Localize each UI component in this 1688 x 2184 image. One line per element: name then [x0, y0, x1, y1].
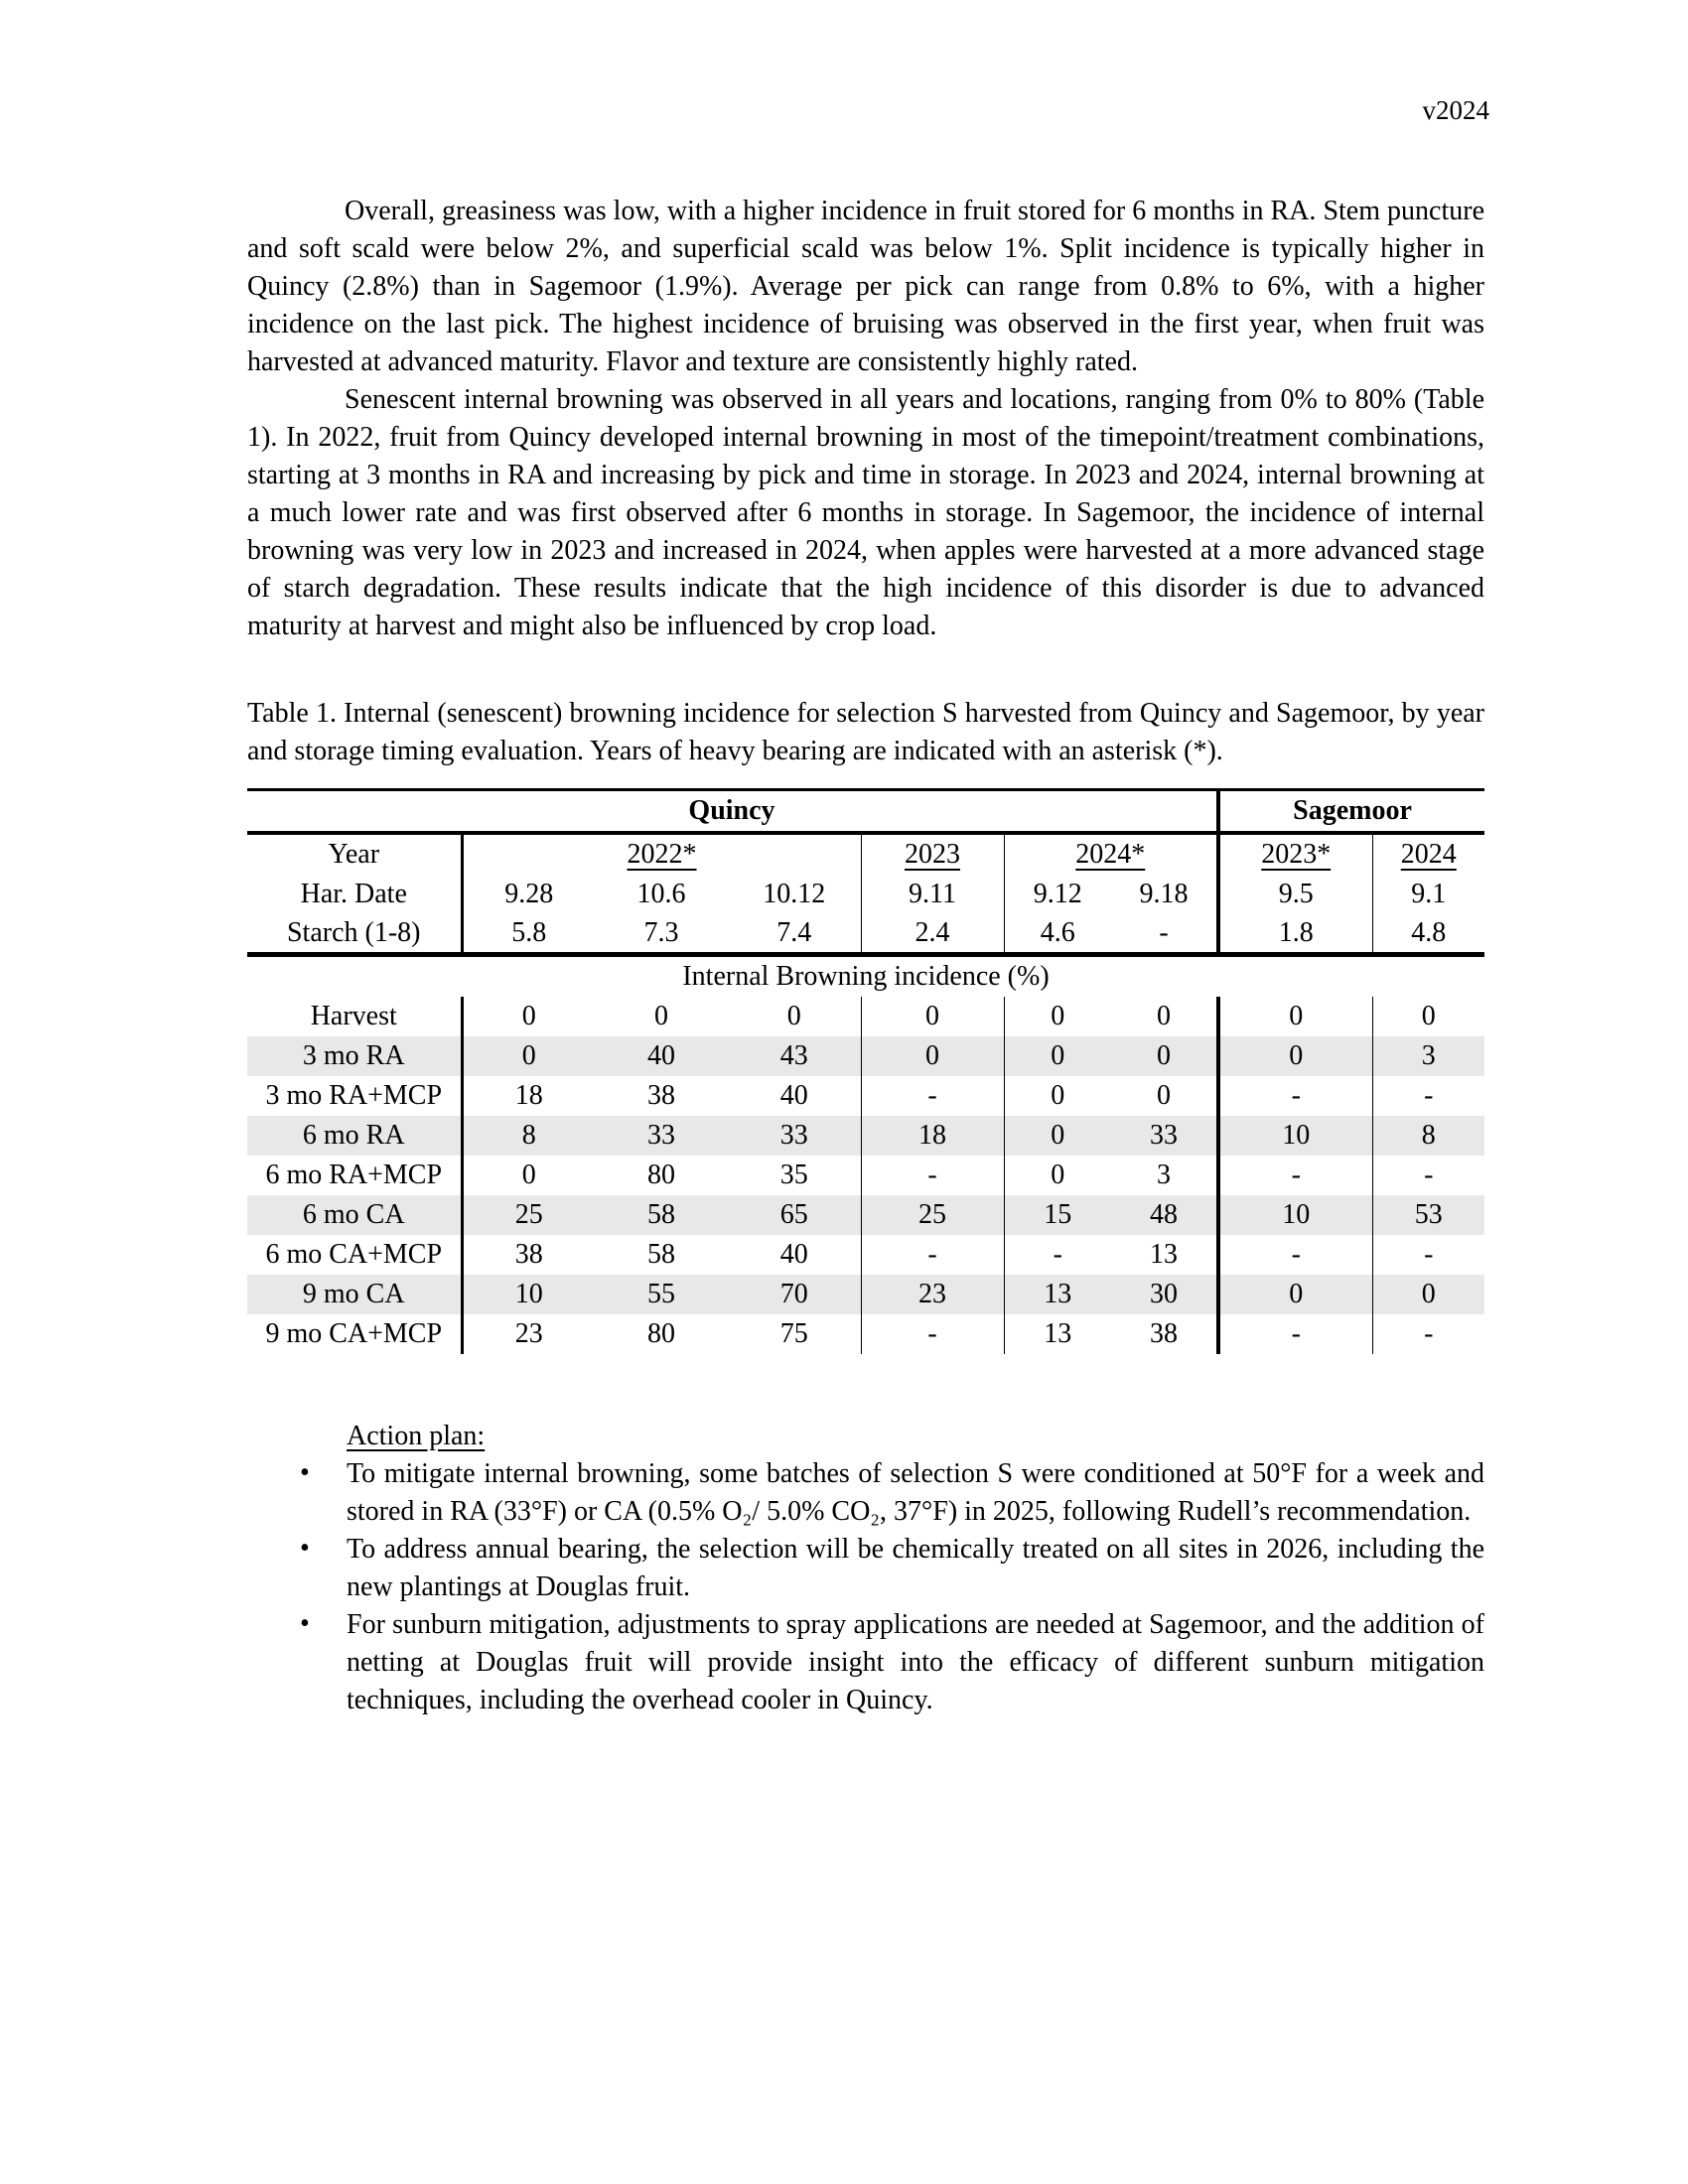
table-caption: Table 1. Internal (senescent) browning incidence for selection S harvested from Quincy and Sagemoor, by year and storage timing evaluation. Years of heavy bearing are indicated with an asterisk (*). [247, 698, 1484, 766]
cell-value: 0 [521, 1001, 536, 1031]
cell-value: 10 [1218, 1116, 1372, 1156]
row-label: 3 mo RA [247, 1036, 462, 1076]
cell-value: 9.1 [1411, 879, 1447, 909]
paragraph-quality-summary: Overall, greasiness was low, with a higher incidence in fruit stored for 6 months in RA. Stem puncture and soft scald were below 2%, and superficial scald was below 1%. Split incidence is typically higher in Quincy (2.8%) than in Sagemoor (1.9%). Average per pick can range from 0.8% to 6%, with a higher incidence on the last pick. The highest incidence of bruising was observed in the first year, when fruit was harvested at advanced maturity. Flavor and texture are consistently highly rated. [247, 196, 1484, 377]
cell-value: 53 [1372, 1195, 1484, 1235]
row-label: 6 mo RA+MCP [247, 1156, 462, 1195]
cell-value: 0 [1218, 1275, 1372, 1314]
cell-value: 0 [1218, 997, 1372, 1036]
cell-value: 25 [462, 1195, 595, 1235]
row-label: 6 mo RA [247, 1116, 462, 1156]
row-label: 3 mo RA+MCP [247, 1076, 462, 1116]
cell-value: 0 [861, 1036, 1004, 1076]
cell-value: 33 [595, 1116, 728, 1156]
cell-value: - [861, 1235, 1004, 1275]
cell-value: 13 [1111, 1235, 1218, 1275]
cell-value: 55 [595, 1275, 728, 1314]
version-label: v2024 [1422, 95, 1489, 125]
cell-value: 0 [1004, 1116, 1111, 1156]
action-plan-section [247, 1418, 1484, 1719]
starch-row [247, 914, 1484, 955]
bullet-item [247, 1455, 1484, 1531]
cell-value: - [1218, 1235, 1372, 1275]
cell-value: 0 [861, 997, 1004, 1036]
cell-value: 0 [1051, 1160, 1065, 1190]
location-header-row [247, 790, 1484, 834]
row-label: 6 mo CA+MCP [247, 1235, 462, 1275]
cell-value: 0 [1111, 1076, 1218, 1116]
cell-value: - [1424, 1080, 1434, 1111]
cell-value: 80 [647, 1318, 675, 1349]
cell-value: 8 [462, 1116, 595, 1156]
bullet-text-annual-bearing: To address annual bearing, the selection will be chemically treated on all sites in 2026, including the new plantings at Douglas fruit. [347, 1534, 1484, 1602]
cell-value: 9.28 [504, 879, 554, 909]
cell-value: 1.8 [1218, 914, 1372, 955]
cell-value: 70 [728, 1275, 861, 1314]
action-plan-heading: Action plan: [347, 1421, 486, 1451]
cell-value: 9.18 [1111, 875, 1218, 914]
location-header-sagemoor: Sagemoor [1218, 790, 1484, 834]
section-header: Internal Browning incidence (%) [682, 961, 1050, 992]
table-row [247, 1116, 1484, 1156]
bullet-icon: • [300, 1457, 310, 1488]
cell-value: 10.12 [728, 875, 861, 914]
bullet-icon: • [300, 1608, 310, 1639]
row-label: Harvest [247, 997, 462, 1036]
harvest-date-row [247, 875, 1484, 914]
cell-value: 43 [728, 1036, 861, 1076]
cell-value: 10.6 [636, 879, 686, 909]
bullet-text-sunburn: For sunburn mitigation, adjustments to spray applications are needed at Sagemoor, and the addition of netting at Douglas fruit will provide insight into the efficacy of different sunburn mitigation techniques, including the overhead cooler in Quincy. [347, 1609, 1484, 1715]
paragraph-internal-browning: Senescent internal browning was observed in all years and locations, ranging from 0% to 80% (Table 1). In 2022, fruit from Quincy developed internal browning in most of the timepoint/treatment combinations, starting at 3 months in RA and increasing by pick and time in storage. In 2023 and 2024, internal browning at a much lower rate and was first observed after 6 months in storage. In Sagemoor, the incidence of internal browning was very low in 2023 and increased in 2024, when apples were harvested at a more advanced stage of starch degradation. These results indicate that the high incidence of this disorder is due to advanced maturity at harvest and might also be influenced by crop load. [247, 384, 1484, 641]
browning-incidence-table [247, 788, 1484, 1354]
cell-value: 0 [1218, 1036, 1372, 1076]
cell-value: 40 [728, 1235, 861, 1275]
cell-value: - [1424, 1318, 1434, 1349]
cell-value: 0 [1111, 997, 1218, 1036]
harvest-date-label: Har. Date [247, 875, 462, 914]
cell-value: 30 [1111, 1275, 1218, 1314]
year-sagemoor-2024: 2024 [1400, 839, 1457, 870]
table-row [247, 1235, 1484, 1275]
cell-value: 58 [595, 1195, 728, 1235]
cell-value: 0 [521, 1160, 536, 1190]
cell-value: 7.3 [595, 914, 728, 955]
content-area [247, 193, 1484, 1719]
bullet-icon: • [300, 1533, 310, 1564]
cell-value: 33 [728, 1116, 861, 1156]
cell-value: - [1218, 1156, 1372, 1195]
cell-value: 33 [1111, 1116, 1218, 1156]
year-row [247, 833, 1484, 875]
bullet-text-conditioning: To mitigate internal browning, some batches of selection S were conditioned at 50°F for a week and stored in RA (33°F) or CA (0.5% O₂/ 5.0% CO₂, 37°F) in 2025, following Rudell’s recommendation. [347, 1458, 1484, 1527]
cell-value: 35 [728, 1156, 861, 1195]
cell-value: 25 [861, 1195, 1004, 1235]
cell-value: 8 [1372, 1116, 1484, 1156]
cell-value: 4.6 [1004, 914, 1111, 955]
table-row [247, 1275, 1484, 1314]
bullet-item [247, 1606, 1484, 1719]
cell-value: 75 [728, 1314, 861, 1354]
cell-value: 0 [1051, 1080, 1065, 1111]
location-header-quincy: Quincy [247, 790, 1218, 834]
cell-value: 65 [728, 1195, 861, 1235]
cell-value: - [1111, 914, 1218, 955]
year-2023: 2023 [861, 833, 1004, 875]
cell-value: 13 [1004, 1275, 1111, 1314]
row-label: 6 mo CA [247, 1195, 462, 1235]
cell-value: 38 [647, 1080, 675, 1111]
cell-value: 0 [728, 997, 861, 1036]
bullet-item [247, 1531, 1484, 1606]
cell-value: 23 [861, 1275, 1004, 1314]
cell-value: 15 [1004, 1195, 1111, 1235]
cell-value: 0 [1051, 1001, 1065, 1031]
year-2024: 2024* [1004, 833, 1218, 875]
table-row [247, 1195, 1484, 1235]
table-row [247, 1156, 1484, 1195]
table-row [247, 1314, 1484, 1354]
starch-label: Starch (1-8) [247, 914, 462, 955]
cell-value: 58 [647, 1239, 675, 1270]
cell-value: - [1218, 1076, 1372, 1116]
cell-value: 3 [1111, 1156, 1218, 1195]
row-label: 9 mo CA [247, 1275, 462, 1314]
cell-value: 40 [728, 1076, 861, 1116]
table-row [247, 997, 1484, 1036]
cell-value: - [1053, 1239, 1062, 1270]
cell-value: - [861, 1314, 1004, 1354]
section-header-row [247, 955, 1484, 998]
cell-value: 9.5 [1218, 875, 1372, 914]
cell-value: 38 [514, 1239, 543, 1270]
year-2022: 2022* [462, 833, 861, 875]
cell-value: 38 [1111, 1314, 1218, 1354]
cell-value: 0 [462, 1036, 595, 1076]
cell-value: 3 [1372, 1036, 1484, 1076]
year-sagemoor-2023: 2023* [1218, 833, 1372, 875]
cell-value: 48 [1111, 1195, 1218, 1235]
cell-value: 9.12 [1033, 879, 1082, 909]
cell-value: 80 [647, 1160, 675, 1190]
cell-value: 0 [1421, 1001, 1436, 1031]
cell-value: 10 [462, 1275, 595, 1314]
cell-value: 2.4 [861, 914, 1004, 955]
cell-value: 5.8 [462, 914, 595, 955]
cell-value: 18 [861, 1116, 1004, 1156]
cell-value: 13 [1044, 1318, 1072, 1349]
cell-value: 23 [514, 1318, 543, 1349]
row-label: 9 mo CA+MCP [247, 1314, 462, 1354]
table-row [247, 1076, 1484, 1116]
cell-value: 9.11 [861, 875, 1004, 914]
cell-value: 10 [1218, 1195, 1372, 1235]
cell-value: 40 [595, 1036, 728, 1076]
cell-value: 18 [514, 1080, 543, 1111]
cell-value: - [861, 1156, 1004, 1195]
cell-value: 0 [1111, 1036, 1218, 1076]
cell-value: 0 [1372, 1275, 1484, 1314]
cell-value: 0 [1004, 1036, 1111, 1076]
table-row [247, 1036, 1484, 1076]
cell-value: 7.4 [728, 914, 861, 955]
cell-value: - [1424, 1160, 1434, 1190]
cell-value: 4.8 [1372, 914, 1484, 955]
cell-value: - [861, 1076, 1004, 1116]
cell-value: - [1424, 1239, 1434, 1270]
cell-value: - [1218, 1314, 1372, 1354]
year-row-label: Year [247, 833, 462, 875]
cell-value: 0 [654, 1001, 668, 1031]
